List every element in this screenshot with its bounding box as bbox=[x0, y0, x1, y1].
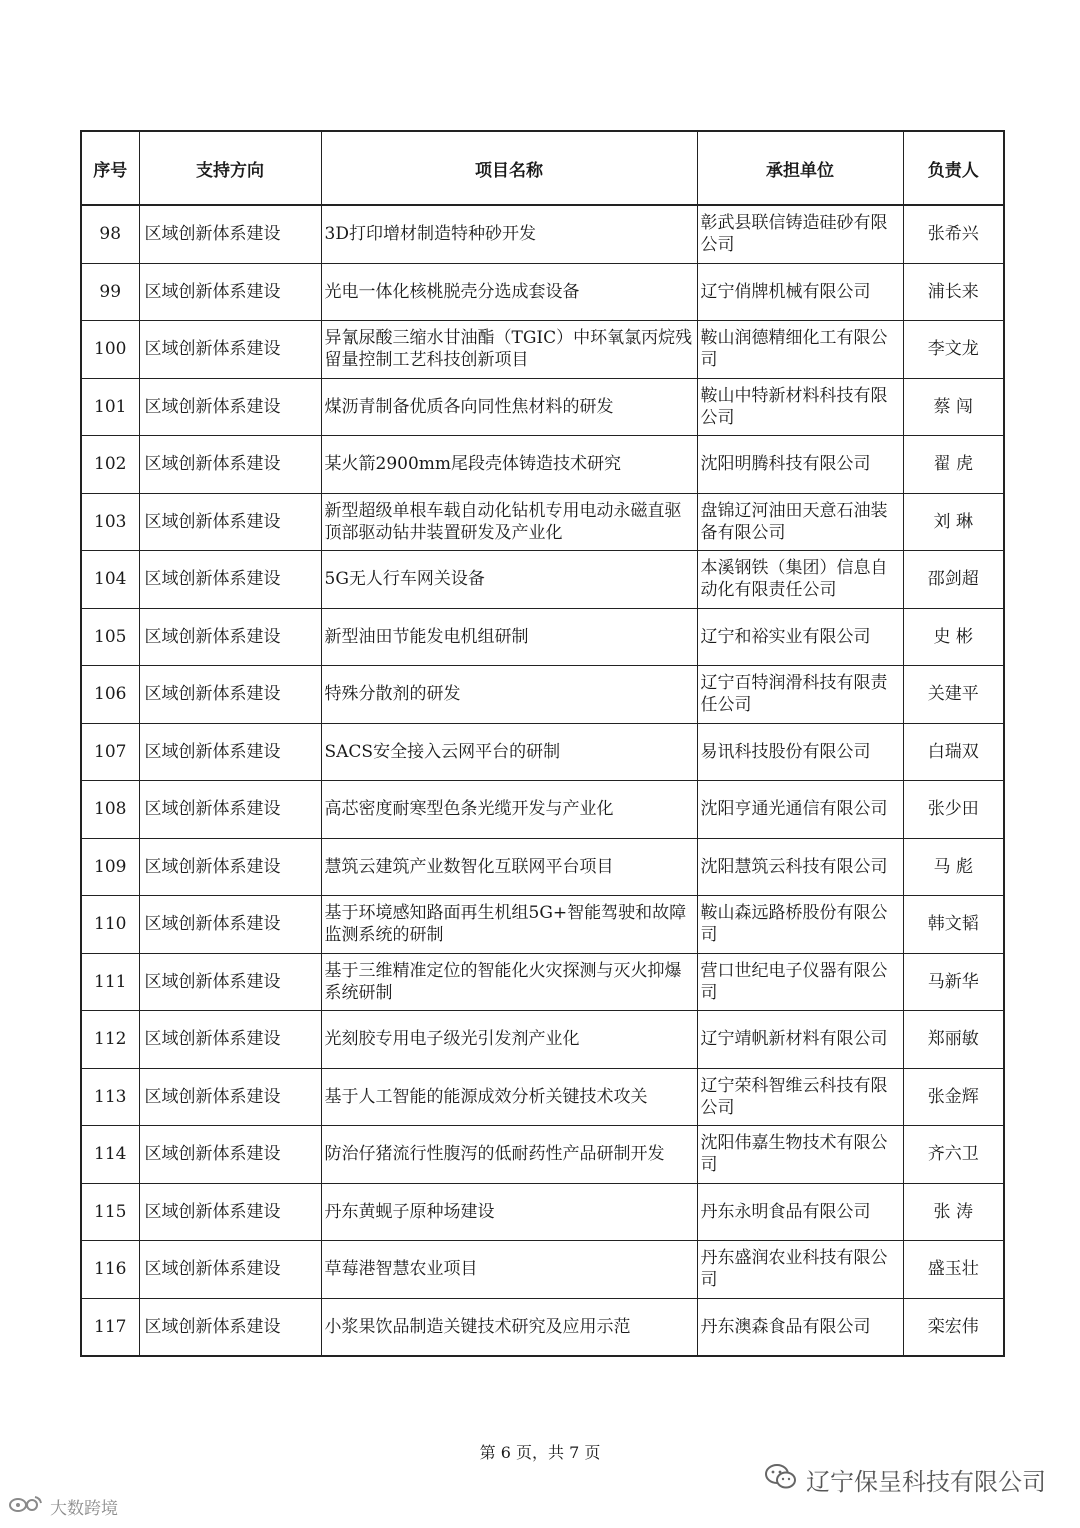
row-organization: 辽宁百特润滑科技有限责任公司 bbox=[697, 666, 903, 724]
watermark-left-text: 大数跨境 bbox=[50, 1499, 118, 1519]
row-leader: 韩文韬 bbox=[903, 896, 1004, 954]
row-project-name: 基于环境感知路面再生机组5G+智能驾驶和故障监测系统的研制 bbox=[321, 896, 697, 954]
row-organization: 沈阳亨通光通信有限公司 bbox=[697, 781, 903, 839]
page-number: 第 6 页，共 7 页 bbox=[479, 1443, 601, 1462]
table-row bbox=[81, 608, 1004, 666]
row-number: 100 bbox=[81, 321, 139, 379]
row-direction: 区域创新体系建设 bbox=[139, 666, 321, 724]
row-organization: 本溪钢铁（集团）信息自动化有限责任公司 bbox=[697, 551, 903, 609]
row-leader: 关建平 bbox=[903, 666, 1004, 724]
header-no: 序号 bbox=[81, 131, 139, 205]
row-number: 110 bbox=[81, 896, 139, 954]
row-leader: 史 彬 bbox=[903, 608, 1004, 666]
row-number: 114 bbox=[81, 1126, 139, 1184]
row-organization: 丹东永明食品有限公司 bbox=[697, 1183, 903, 1241]
row-number: 116 bbox=[81, 1241, 139, 1299]
header-direction: 支持方向 bbox=[139, 131, 321, 205]
row-project-name: 基于人工智能的能源成效分析关键技术攻关 bbox=[321, 1068, 697, 1126]
row-direction: 区域创新体系建设 bbox=[139, 896, 321, 954]
row-project-name: 新型油田节能发电机组研制 bbox=[321, 608, 697, 666]
watermark-right-text: 辽宁保呈科技有限公司 bbox=[806, 1468, 1046, 1496]
row-number: 98 bbox=[81, 205, 139, 263]
table-row bbox=[81, 838, 1004, 896]
row-organization: 辽宁和裕实业有限公司 bbox=[697, 608, 903, 666]
row-number: 105 bbox=[81, 608, 139, 666]
row-leader: 郑丽敏 bbox=[903, 1011, 1004, 1069]
row-direction: 区域创新体系建设 bbox=[139, 436, 321, 494]
header-unit: 承担单位 bbox=[697, 131, 903, 205]
row-direction: 区域创新体系建设 bbox=[139, 1068, 321, 1126]
row-direction: 区域创新体系建设 bbox=[139, 838, 321, 896]
row-number: 111 bbox=[81, 953, 139, 1011]
table-row bbox=[81, 666, 1004, 724]
row-direction: 区域创新体系建设 bbox=[139, 1126, 321, 1184]
row-organization: 鞍山森远路桥股份有限公司 bbox=[697, 896, 903, 954]
row-direction: 区域创新体系建设 bbox=[139, 321, 321, 379]
row-leader: 张 涛 bbox=[903, 1183, 1004, 1241]
table-row bbox=[81, 205, 1004, 263]
row-direction: 区域创新体系建设 bbox=[139, 1011, 321, 1069]
row-project-name: 高芯密度耐寒型色条光缆开发与产业化 bbox=[321, 781, 697, 839]
row-organization: 丹东澳森食品有限公司 bbox=[697, 1298, 903, 1356]
row-organization: 辽宁俏牌机械有限公司 bbox=[697, 263, 903, 321]
table-row bbox=[81, 1011, 1004, 1069]
row-leader: 张金辉 bbox=[903, 1068, 1004, 1126]
row-number: 102 bbox=[81, 436, 139, 494]
table-row bbox=[81, 1126, 1004, 1184]
row-leader: 李文龙 bbox=[903, 321, 1004, 379]
row-leader: 翟 虎 bbox=[903, 436, 1004, 494]
header-lead: 负责人 bbox=[903, 131, 1004, 205]
row-organization: 鞍山润德精细化工有限公司 bbox=[697, 321, 903, 379]
row-direction: 区域创新体系建设 bbox=[139, 1241, 321, 1299]
row-number: 99 bbox=[81, 263, 139, 321]
table-row bbox=[81, 1183, 1004, 1241]
row-project-name: 新型超级单根车载自动化钻机专用电动永磁直驱顶部驱动钻井装置研发及产业化 bbox=[321, 493, 697, 551]
table-row bbox=[81, 378, 1004, 436]
row-project-name: SACS安全接入云网平台的研制 bbox=[321, 723, 697, 781]
row-organization: 辽宁靖帆新材料有限公司 bbox=[697, 1011, 903, 1069]
row-number: 101 bbox=[81, 378, 139, 436]
row-number: 117 bbox=[81, 1298, 139, 1356]
row-direction: 区域创新体系建设 bbox=[139, 263, 321, 321]
row-organization: 沈阳明腾科技有限公司 bbox=[697, 436, 903, 494]
row-direction: 区域创新体系建设 bbox=[139, 1183, 321, 1241]
row-direction: 区域创新体系建设 bbox=[139, 551, 321, 609]
row-leader: 栾宏伟 bbox=[903, 1298, 1004, 1356]
row-leader: 张希兴 bbox=[903, 205, 1004, 263]
row-leader: 马新华 bbox=[903, 953, 1004, 1011]
row-organization: 沈阳慧筑云科技有限公司 bbox=[697, 838, 903, 896]
row-number: 109 bbox=[81, 838, 139, 896]
row-organization: 鞍山中特新材料科技有限公司 bbox=[697, 378, 903, 436]
project-table bbox=[80, 130, 1005, 1357]
row-project-name: 光刻胶专用电子级光引发剂产业化 bbox=[321, 1011, 697, 1069]
row-number: 103 bbox=[81, 493, 139, 551]
row-direction: 区域创新体系建设 bbox=[139, 1298, 321, 1356]
row-number: 107 bbox=[81, 723, 139, 781]
row-direction: 区域创新体系建设 bbox=[139, 723, 321, 781]
wechat-icon bbox=[764, 1463, 798, 1497]
row-direction: 区域创新体系建设 bbox=[139, 781, 321, 839]
row-project-name: 小浆果饮品制造关键技术研究及应用示范 bbox=[321, 1298, 697, 1356]
table-row bbox=[81, 1241, 1004, 1299]
row-project-name: 基于三维精准定位的智能化火灾探测与灭火抑爆系统研制 bbox=[321, 953, 697, 1011]
row-direction: 区域创新体系建设 bbox=[139, 378, 321, 436]
row-project-name: 慧筑云建筑产业数智化互联网平台项目 bbox=[321, 838, 697, 896]
table-body bbox=[81, 205, 1004, 1356]
table-row bbox=[81, 436, 1004, 494]
row-leader: 盛玉壮 bbox=[903, 1241, 1004, 1299]
watermark-left bbox=[8, 1494, 118, 1519]
row-project-name: 3D打印增材制造特种砂开发 bbox=[321, 205, 697, 263]
row-leader: 蔡 闯 bbox=[903, 378, 1004, 436]
row-project-name: 特殊分散剂的研发 bbox=[321, 666, 697, 724]
row-organization: 易讯科技股份有限公司 bbox=[697, 723, 903, 781]
row-project-name: 丹东黄蚬子原种场建设 bbox=[321, 1183, 697, 1241]
row-leader: 马 彪 bbox=[903, 838, 1004, 896]
row-organization: 丹东盛润农业科技有限公司 bbox=[697, 1241, 903, 1299]
row-leader: 邵剑超 bbox=[903, 551, 1004, 609]
row-organization: 盘锦辽河油田天意石油装备有限公司 bbox=[697, 493, 903, 551]
table-row bbox=[81, 896, 1004, 954]
row-direction: 区域创新体系建设 bbox=[139, 205, 321, 263]
table-row bbox=[81, 551, 1004, 609]
row-project-name: 光电一体化核桃脱壳分选成套设备 bbox=[321, 263, 697, 321]
table-row bbox=[81, 953, 1004, 1011]
row-organization: 辽宁荣科智维云科技有限公司 bbox=[697, 1068, 903, 1126]
table-header-row bbox=[81, 131, 1004, 205]
row-leader: 刘 琳 bbox=[903, 493, 1004, 551]
row-number: 104 bbox=[81, 551, 139, 609]
row-number: 115 bbox=[81, 1183, 139, 1241]
row-leader: 齐六卫 bbox=[903, 1126, 1004, 1184]
table-row bbox=[81, 723, 1004, 781]
row-leader: 张少田 bbox=[903, 781, 1004, 839]
weibo-like-icon bbox=[8, 1494, 44, 1519]
row-leader: 浦长来 bbox=[903, 263, 1004, 321]
row-organization: 彰武县联信铸造硅砂有限公司 bbox=[697, 205, 903, 263]
row-number: 112 bbox=[81, 1011, 139, 1069]
row-number: 106 bbox=[81, 666, 139, 724]
row-project-name: 草莓港智慧农业项目 bbox=[321, 1241, 697, 1299]
row-number: 113 bbox=[81, 1068, 139, 1126]
header-project: 项目名称 bbox=[321, 131, 697, 205]
row-direction: 区域创新体系建设 bbox=[139, 953, 321, 1011]
table-row bbox=[81, 493, 1004, 551]
row-organization: 沈阳伟嘉生物技术有限公司 bbox=[697, 1126, 903, 1184]
row-project-name: 防治仔猪流行性腹泻的低耐药性产品研制开发 bbox=[321, 1126, 697, 1184]
watermark-right bbox=[764, 1462, 1046, 1497]
row-direction: 区域创新体系建设 bbox=[139, 608, 321, 666]
row-number: 108 bbox=[81, 781, 139, 839]
table-row bbox=[81, 321, 1004, 379]
row-project-name: 煤沥青制备优质各向同性焦材料的研发 bbox=[321, 378, 697, 436]
row-project-name: 异氰尿酸三缩水甘油酯（TGIC）中环氧氯丙烷残留量控制工艺科技创新项目 bbox=[321, 321, 697, 379]
table-row bbox=[81, 781, 1004, 839]
row-leader: 白瑞双 bbox=[903, 723, 1004, 781]
table-row bbox=[81, 1068, 1004, 1126]
table-row bbox=[81, 263, 1004, 321]
row-organization: 营口世纪电子仪器有限公司 bbox=[697, 953, 903, 1011]
row-project-name: 5G无人行车网关设备 bbox=[321, 551, 697, 609]
row-direction: 区域创新体系建设 bbox=[139, 493, 321, 551]
row-project-name: 某火箭2900mm尾段壳体铸造技术研究 bbox=[321, 436, 697, 494]
table-row bbox=[81, 1298, 1004, 1356]
